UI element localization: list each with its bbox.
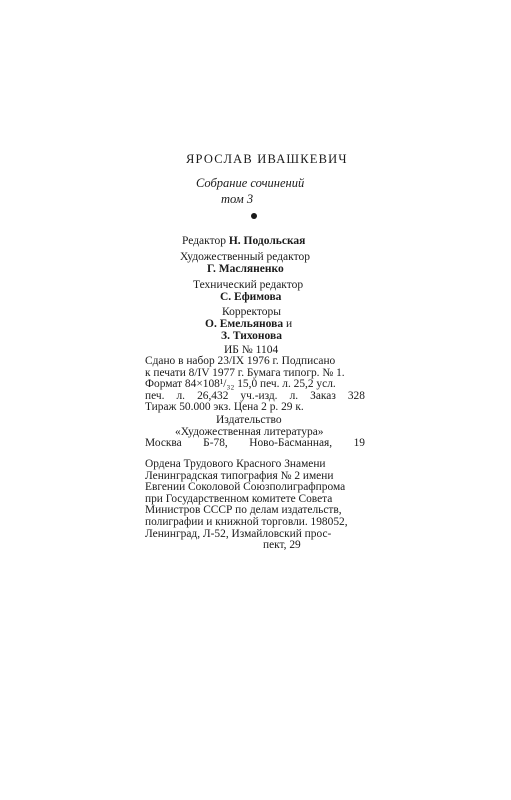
printer-line: пект, 29	[263, 539, 301, 552]
proofreaders-line	[205, 318, 292, 330]
print-word: печ.	[145, 389, 165, 402]
print-line: Сдано в набор 23/IX 1976 г. Подписано	[145, 355, 336, 367]
publisher-name: «Художественная литература»	[175, 426, 324, 438]
editor-label: Редактор	[182, 235, 226, 247]
printer-line: при Государственном комитете Совета	[145, 492, 333, 505]
printer-details	[145, 459, 348, 552]
art-editor-label: Художественный редактор	[180, 251, 310, 263]
print-word: 26,432	[197, 389, 229, 402]
print-word: л.	[176, 389, 186, 402]
proofreaders-conjunction: и	[285, 318, 293, 330]
print-line: к печати 8/IV 1977 г. Бумага типогр. № 1.	[145, 366, 345, 379]
printer-line: Министров СССР по делам издательств,	[145, 504, 342, 517]
publisher-city: Москва	[145, 437, 182, 449]
print-word: л.	[289, 389, 299, 402]
volume-number: том 3	[221, 192, 254, 206]
print-word: Заказ	[310, 389, 336, 402]
bullet-ornament-icon	[251, 213, 257, 219]
collection-title: Собрание сочинений	[196, 176, 305, 190]
publisher-number: 19	[353, 437, 365, 449]
print-line: Формат 84×108¹/₃₂ 15,0 печ. л. 25,2 усл.	[145, 378, 336, 391]
art-editor-name: Г. Масляненко	[207, 263, 284, 275]
printer-line: Евгении Соколовой Союзполиграфпрома	[145, 481, 346, 494]
publisher-address	[145, 438, 365, 450]
tech-editor-label: Технический редактор	[193, 279, 304, 291]
printer-line: полиграфии и книжной торговли. 198052,	[145, 515, 348, 528]
ib-number: ИБ № 1104	[224, 344, 279, 356]
editor-name: Н. Подольская	[228, 235, 306, 247]
publisher-label: Издательство	[216, 414, 282, 426]
printer-line: Ленинград, Л-52, Измайловский прос-	[145, 527, 332, 540]
proofreaders-label: Корректоры	[222, 306, 281, 318]
print-word: 328	[347, 389, 365, 402]
publisher-postcode: Б-78,	[203, 437, 228, 449]
proofreader-second: З. Тихонова	[221, 330, 282, 342]
publisher-street: Ново-Басманная,	[249, 437, 333, 449]
print-details	[145, 356, 365, 414]
printer-line: Ордена Трудового Красного Знамени	[145, 458, 326, 470]
editor-line	[182, 235, 305, 247]
proofreader-first: О. Емельянова	[205, 318, 284, 330]
print-line: Тираж 50.000 экз. Цена 2 р. 29 к.	[145, 401, 304, 414]
print-word: уч.-изд.	[240, 389, 278, 402]
author-name: ЯРОСЛАВ ИВАШКЕВИЧ	[186, 152, 348, 166]
printer-line: Ленинградская типография № 2 имени	[145, 469, 334, 482]
tech-editor-name: С. Ефимова	[220, 291, 282, 303]
